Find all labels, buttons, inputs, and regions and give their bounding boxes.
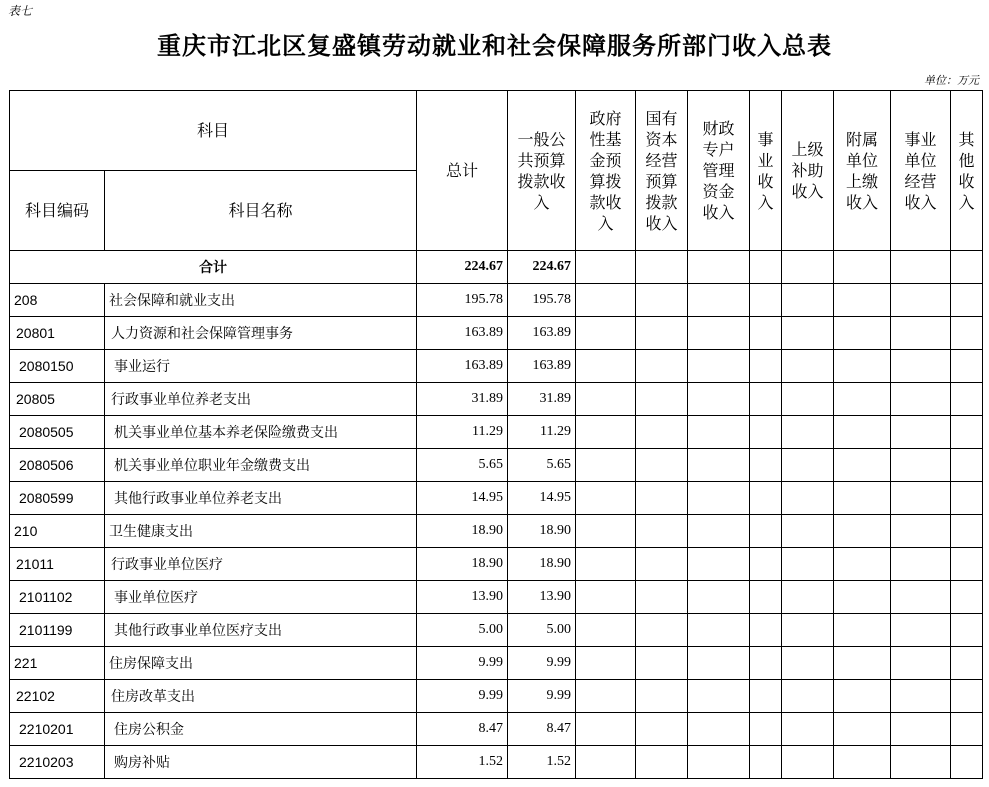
empty-cell [782, 746, 834, 779]
table-row [10, 614, 983, 647]
empty-cell [782, 647, 834, 680]
col-header: 其他收入 [951, 91, 983, 251]
empty-cell [636, 482, 688, 515]
general-budget-amount: 224.67 [508, 251, 576, 284]
empty-cell [782, 284, 834, 317]
empty-cell [834, 713, 891, 746]
empty-cell [636, 713, 688, 746]
empty-cell [834, 680, 891, 713]
empty-cell [951, 284, 983, 317]
empty-cell [688, 515, 750, 548]
total-amount: 31.89 [417, 383, 508, 416]
total-amount: 18.90 [417, 548, 508, 581]
empty-cell [688, 449, 750, 482]
subject-name: 人力资源和社会保障管理事务 [105, 317, 417, 350]
empty-cell [891, 713, 951, 746]
general-budget-amount: 8.47 [508, 713, 576, 746]
empty-cell [782, 416, 834, 449]
table-row [10, 647, 983, 680]
table-row [10, 449, 983, 482]
subject-code: 2080506 [10, 449, 105, 482]
empty-cell [750, 416, 782, 449]
empty-cell [782, 515, 834, 548]
empty-cell [834, 416, 891, 449]
empty-cell [636, 383, 688, 416]
subject-name: 事业运行 [105, 350, 417, 383]
total-amount: 1.52 [417, 746, 508, 779]
empty-cell [636, 680, 688, 713]
empty-cell [750, 746, 782, 779]
subject-code: 2080505 [10, 416, 105, 449]
general-budget-amount: 9.99 [508, 647, 576, 680]
empty-cell [576, 284, 636, 317]
subject-code: 2080599 [10, 482, 105, 515]
empty-cell [636, 614, 688, 647]
empty-cell [750, 713, 782, 746]
empty-cell [688, 548, 750, 581]
subject-name: 其他行政事业单位养老支出 [105, 482, 417, 515]
empty-cell [951, 548, 983, 581]
empty-cell [891, 548, 951, 581]
empty-cell [636, 350, 688, 383]
total-amount: 5.65 [417, 449, 508, 482]
empty-cell [891, 647, 951, 680]
empty-cell [834, 581, 891, 614]
empty-cell [750, 647, 782, 680]
general-budget-amount: 195.78 [508, 284, 576, 317]
empty-cell [782, 449, 834, 482]
empty-cell [834, 350, 891, 383]
empty-cell [688, 713, 750, 746]
empty-cell [951, 581, 983, 614]
empty-cell [688, 647, 750, 680]
empty-cell [688, 746, 750, 779]
general-budget-amount: 13.90 [508, 581, 576, 614]
empty-cell [750, 581, 782, 614]
empty-cell [750, 680, 782, 713]
general-budget-amount: 1.52 [508, 746, 576, 779]
subject-code: 208 [10, 284, 105, 317]
empty-cell [891, 515, 951, 548]
empty-cell [688, 581, 750, 614]
table-row [10, 548, 983, 581]
total-amount: 195.78 [417, 284, 508, 317]
empty-cell [834, 317, 891, 350]
empty-cell [951, 416, 983, 449]
empty-cell [576, 581, 636, 614]
general-budget-amount: 14.95 [508, 482, 576, 515]
subject-name-header: 科目名称 [105, 171, 417, 251]
table-row [10, 350, 983, 383]
empty-cell [576, 647, 636, 680]
empty-cell [636, 647, 688, 680]
general-budget-amount: 5.00 [508, 614, 576, 647]
subject-code: 210 [10, 515, 105, 548]
subject-name: 住房保障支出 [105, 647, 417, 680]
page-title: 重庆市江北区复盛镇劳动就业和社会保障服务所部门收入总表 [157, 31, 832, 60]
col-header: 财政专户管理资金收入 [688, 91, 750, 251]
general-budget-amount: 163.89 [508, 350, 576, 383]
empty-cell [951, 317, 983, 350]
empty-cell [834, 482, 891, 515]
table-row [10, 317, 983, 350]
empty-cell [688, 416, 750, 449]
empty-cell [951, 614, 983, 647]
empty-cell [951, 515, 983, 548]
total-amount: 9.99 [417, 680, 508, 713]
general-budget-amount: 11.29 [508, 416, 576, 449]
subject-name: 行政事业单位医疗 [105, 548, 417, 581]
subject-name: 事业单位医疗 [105, 581, 417, 614]
empty-cell [891, 449, 951, 482]
empty-cell [576, 416, 636, 449]
empty-cell [782, 317, 834, 350]
table-row [10, 680, 983, 713]
empty-cell [782, 548, 834, 581]
col-header: 上级补助收入 [782, 91, 834, 251]
table-number-label: 表七 [8, 4, 33, 18]
empty-cell [688, 284, 750, 317]
empty-cell [782, 614, 834, 647]
empty-cell [636, 317, 688, 350]
empty-cell [834, 746, 891, 779]
empty-cell [576, 383, 636, 416]
subject-name: 机关事业单位基本养老保险缴费支出 [105, 416, 417, 449]
total-amount: 11.29 [417, 416, 508, 449]
empty-cell [782, 581, 834, 614]
empty-cell [782, 350, 834, 383]
empty-cell [576, 713, 636, 746]
empty-cell [636, 284, 688, 317]
subject-name: 卫生健康支出 [105, 515, 417, 548]
table-row [10, 416, 983, 449]
empty-cell [891, 416, 951, 449]
empty-cell [750, 383, 782, 416]
empty-cell [782, 713, 834, 746]
empty-cell [951, 680, 983, 713]
col-header: 一般公共预算拨款收入 [508, 91, 576, 251]
subject-name: 购房补贴 [105, 746, 417, 779]
empty-cell [636, 515, 688, 548]
empty-cell [576, 614, 636, 647]
empty-cell [834, 449, 891, 482]
subject-code: 22102 [10, 680, 105, 713]
subject-code: 20805 [10, 383, 105, 416]
col-header: 事业收入 [750, 91, 782, 251]
empty-cell [834, 284, 891, 317]
total-amount: 163.89 [417, 350, 508, 383]
empty-cell [834, 515, 891, 548]
empty-cell [782, 383, 834, 416]
empty-cell [750, 449, 782, 482]
subject-header: 科目 [10, 91, 417, 171]
empty-cell [750, 515, 782, 548]
empty-cell [891, 284, 951, 317]
empty-cell [688, 614, 750, 647]
empty-cell [688, 350, 750, 383]
col-header: 事业单位经营收入 [891, 91, 951, 251]
subject-name: 行政事业单位养老支出 [105, 383, 417, 416]
general-budget-amount: 163.89 [508, 317, 576, 350]
table-row [10, 482, 983, 515]
total-amount: 13.90 [417, 581, 508, 614]
subject-code: 2101199 [10, 614, 105, 647]
empty-cell [951, 350, 983, 383]
empty-cell [636, 581, 688, 614]
total-amount: 8.47 [417, 713, 508, 746]
empty-cell [782, 482, 834, 515]
empty-cell [951, 383, 983, 416]
total-header: 总计 [417, 91, 508, 251]
total-amount: 9.99 [417, 647, 508, 680]
unit-label: 单位：万元 [924, 74, 979, 87]
empty-cell [891, 383, 951, 416]
general-budget-amount: 5.65 [508, 449, 576, 482]
total-amount: 163.89 [417, 317, 508, 350]
empty-cell [688, 482, 750, 515]
empty-cell [750, 482, 782, 515]
table-row [10, 713, 983, 746]
empty-cell [576, 515, 636, 548]
empty-cell [636, 746, 688, 779]
subject-name: 住房改革支出 [105, 680, 417, 713]
total-row [10, 251, 983, 284]
subject-name: 住房公积金 [105, 713, 417, 746]
empty-cell [891, 614, 951, 647]
empty-cell [891, 350, 951, 383]
col-header: 政府性基金预算拨款收入 [576, 91, 636, 251]
empty-cell [750, 548, 782, 581]
total-amount: 18.90 [417, 515, 508, 548]
subject-code-header: 科目编码 [10, 171, 105, 251]
col-header: 附属单位上缴收入 [834, 91, 891, 251]
empty-cell [636, 449, 688, 482]
general-budget-amount: 18.90 [508, 515, 576, 548]
total-amount: 14.95 [417, 482, 508, 515]
subject-code: 221 [10, 647, 105, 680]
empty-cell [891, 482, 951, 515]
table-row [10, 515, 983, 548]
subject-code: 2080150 [10, 350, 105, 383]
subject-code: 2210201 [10, 713, 105, 746]
general-budget-amount: 31.89 [508, 383, 576, 416]
empty-cell [891, 317, 951, 350]
empty-cell [688, 680, 750, 713]
empty-cell [834, 383, 891, 416]
empty-cell [576, 680, 636, 713]
total-label: 合计 [10, 251, 417, 284]
empty-cell [951, 647, 983, 680]
subject-code: 2101102 [10, 581, 105, 614]
table-row [10, 284, 983, 317]
general-budget-amount: 9.99 [508, 680, 576, 713]
empty-cell [834, 647, 891, 680]
empty-cell [834, 614, 891, 647]
total-amount: 5.00 [417, 614, 508, 647]
subject-name: 机关事业单位职业年金缴费支出 [105, 449, 417, 482]
empty-cell [891, 680, 951, 713]
general-budget-amount: 18.90 [508, 548, 576, 581]
empty-cell [891, 746, 951, 779]
empty-cell [576, 350, 636, 383]
income-summary-table [9, 90, 983, 779]
empty-cell [576, 317, 636, 350]
table-row [10, 383, 983, 416]
empty-cell [750, 614, 782, 647]
subject-code: 2210203 [10, 746, 105, 779]
empty-cell [891, 581, 951, 614]
subject-code: 21011 [10, 548, 105, 581]
table-row [10, 746, 983, 779]
empty-cell [636, 548, 688, 581]
empty-cell [834, 548, 891, 581]
empty-cell [576, 548, 636, 581]
empty-cell [951, 449, 983, 482]
empty-cell [951, 713, 983, 746]
empty-cell [951, 482, 983, 515]
empty-cell [688, 317, 750, 350]
total-amount: 224.67 [417, 251, 508, 284]
table-row [10, 581, 983, 614]
empty-cell [688, 383, 750, 416]
subject-name: 其他行政事业单位医疗支出 [105, 614, 417, 647]
empty-cell [750, 350, 782, 383]
col-header: 国有资本经营预算拨款收入 [636, 91, 688, 251]
empty-cell [576, 449, 636, 482]
subject-name: 社会保障和就业支出 [105, 284, 417, 317]
empty-cell [750, 284, 782, 317]
subject-code: 20801 [10, 317, 105, 350]
empty-cell [782, 680, 834, 713]
empty-cell [636, 416, 688, 449]
empty-cell [951, 746, 983, 779]
empty-cell [576, 482, 636, 515]
empty-cell [750, 317, 782, 350]
empty-cell [576, 746, 636, 779]
